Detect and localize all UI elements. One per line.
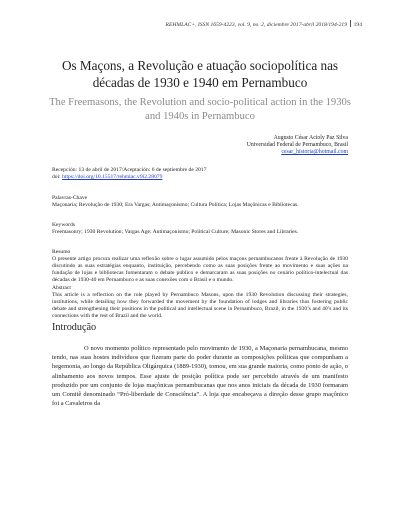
doi-label: doi: (52, 174, 61, 180)
palavras-chave-section (52, 195, 348, 209)
header-divider (350, 20, 351, 27)
running-head-text: REHMLAC+, ISSN 1659-4223, vol. 9, no. 2, diciembre 2017-abril 2018/194-219 (165, 22, 348, 28)
running-header (166, 20, 362, 28)
author-affiliation: Universidad Federal de Pernambuco, Brasil (246, 142, 348, 149)
palavras-chave-text: Maçonaria; Revolução de 1930; Era Vargas; Antimaçonismo; Cultura Política; Lojas Maçônicas e Bibliotecas. (52, 202, 299, 208)
article-title: Os Maçons, a Revolução e atuação sociopolítica nas décadas de 1930 e 1940 em Pernambuco (61, 58, 339, 90)
abstract-section (52, 285, 348, 320)
reception-dates (52, 167, 352, 181)
keywords-text: Freemasonry; 1930 Revolution; Vargas Age; Antimaçonismo; Political Culture; Masonic Stores and Libraries. (52, 229, 299, 235)
article-subtitle-english: The Freemasons, the Revolution and socio-political action in the 1930s and 1940s in Pernambuco (49, 97, 351, 122)
abstract-label: Abstract (52, 285, 71, 291)
author-name: Augusto César Acioly Paz Silva (273, 135, 348, 141)
keywords-section (52, 222, 348, 236)
abstract-text: This article is a reflection on the role played by Pernambuco Masons, upon the 1930 Revolution discussing their strategies, institutions, while detailing how they forwarded the movement by the foundation of lodges and libraries thus fostering public debate and strengthening their positions in the political and intellectual scene in Pernambuco, Brazil, in the 1930’s and 40’s and its connections with the rest of Brazil and the world. (52, 292, 348, 319)
resumo-label: Resumo (52, 249, 71, 255)
author-block (247, 135, 348, 157)
introduction-paragraph: O novo momento político representado pelo movimento de 1930, a Maçonaria pernambucana, mesmo tendo, nas suas hostes indivíduos que fizeram parte do poder durante as composições políticas que compunham a hegemonia, ao longo da República Oligárquica (1889-1930), tomou, em sua grande maioria, como ponto de ação, o alinhamento aos novos tempos. Esse ajuste de posição política pode ser percebido através de um manifesto produzido por um conjunto de lojas maçônicas pernambucanas que nos anos iniciais da década de 1930 formaram um Comitê denominado “Pró-liberdade de Consciência”. A loja que encabeçava a direção desse grupo maçônico foi a Cavaleiros da (52, 345, 348, 408)
reception-acceptance: Recepción: 13 de abril de 2017/Aceptación: 6 de septiembre de 2017 (52, 167, 207, 173)
doi-line (52, 174, 352, 181)
palavras-chave-label: Palavras-Chave (52, 195, 88, 201)
author-email-link[interactable]: cesar_historia@hotmail.com (281, 149, 348, 156)
resumo-section (52, 249, 348, 284)
page-number: 194 (353, 22, 362, 28)
resumo-text: O presente artigo procura realizar uma reflexão sobre o lugar assumido pelos maçons pernambucanos frente à Revolução de 1930 discutindo as suas estratégias enquanto, instituição, percebendo como as suas posições frente ao movimento e suas ações na fundação de lojas e bibliotecas fomentaram o debate público e demarcaram as suas posições no cenário político-intelectual das décadas de 1930-40 em Pernambuco e as suas conexões com o Brasil e o mundo. (52, 256, 348, 283)
doi-link[interactable]: https://doi.org/10.15517/rehmlac.v9i2.28079 (62, 174, 163, 180)
keywords-label: Keywords (52, 222, 75, 228)
introduction-heading: Introdução (52, 322, 97, 333)
